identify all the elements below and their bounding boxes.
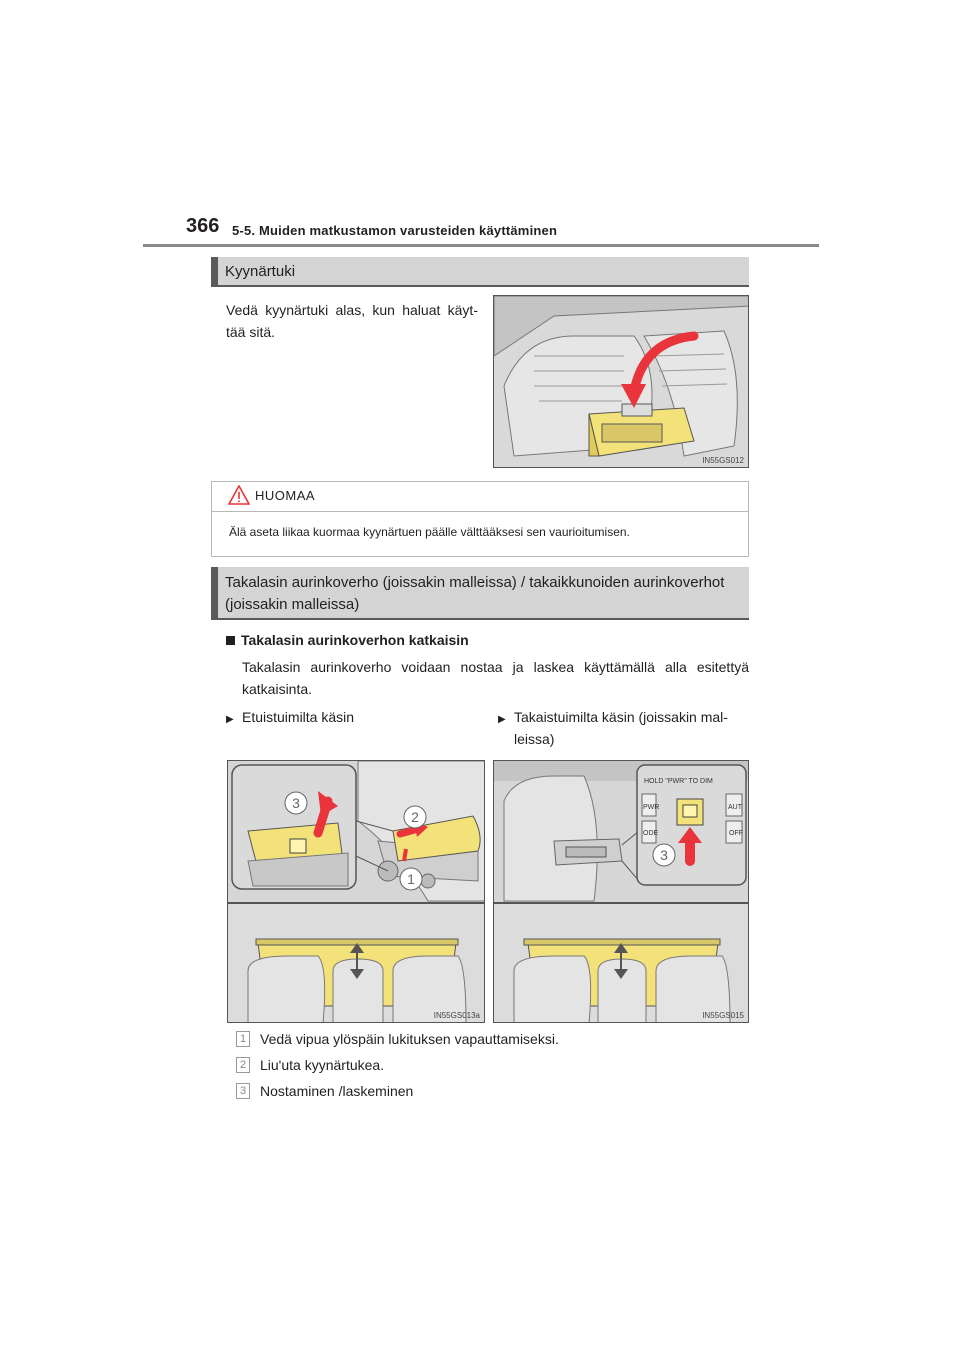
svg-text:3: 3 [660,847,668,863]
panel-label-aut: AUT [728,804,742,811]
rear-switch-illustration [493,760,749,1023]
step-number-box: 2 [236,1057,250,1073]
subheading-text: Takalasin aurinkoverhon katkaisin [241,632,469,648]
section-title-line1: Takalasin aurinkoverho (joissakin malleissa) / takaikkunoiden aurinkoverhot [225,574,725,591]
image-code: IN55GS012 [702,456,744,465]
armrest-illustration [493,295,749,468]
svg-text:1: 1 [407,871,415,887]
chapter-title: 5-5. Muiden matkustamon varusteiden käyttäminen [232,223,558,238]
col-right-text-1: Takaistuimilta käsin (joissakin mal- [514,709,728,725]
front-switch-illustration [227,760,485,1023]
image-code: IN55GS015 [702,1011,744,1020]
notice-label: HUOMAA [255,488,316,503]
subheading [226,629,469,651]
armrest-drawing [494,296,749,468]
col-left-text: Etuistuimilta käsin [242,709,355,725]
header-rule [143,244,819,247]
notice-header [212,482,748,512]
square-bullet-icon [226,636,235,645]
step-3-text: Nostaminen /laskeminen [260,1083,414,1099]
warning-icon [228,485,250,510]
svg-text:3: 3 [292,795,300,811]
section-title-line2: (joissakin malleissa) [225,596,360,613]
panel-label-hold: HOLD "PWR" TO DIM [644,778,713,785]
step-2-number [236,1057,256,1073]
svg-text:2: 2 [411,809,419,825]
heading-accent [211,567,218,620]
step-2-text: Liu'uta kyynärtukea. [260,1057,385,1073]
step-number-box: 1 [236,1031,250,1047]
panel-label-off: OFF [729,830,743,837]
col-right-text-2: leissa) [514,731,555,747]
step-1-text: Vedä vipua ylöspäin lukituksen vapauttamiseksi. [260,1031,559,1047]
panel-label-pwr: PWR [643,804,660,811]
section-heading-armrest [211,257,749,287]
section-heading-sunshade [211,567,749,620]
rear-switch-drawing [494,761,749,1023]
notice-text: Älä aseta liikaa kuormaa kyynärtuen päälle välttääksesi sen vaurioitumisen. [229,525,630,539]
col-label-front [226,706,354,731]
section-title: Kyynärtuki [225,263,296,280]
step-number-box: 3 [236,1083,250,1099]
panel-label-mode: ODE [643,830,659,837]
step-1-number [236,1031,256,1047]
armrest-instruction: Vedä kyynärtuki alas, kun haluat käyt- tää sitä. [226,302,478,340]
triangle-bullet-icon: ▶ [498,714,506,725]
triangle-bullet-icon: ▶ [226,714,234,725]
sunshade-instruction: Takalasin aurinkoverho voidaan nostaa ja laskea käyttämällä alla esitettyä katkaisinta. [242,659,749,697]
heading-accent [211,257,218,287]
front-switch-drawing [228,761,485,1023]
notice-box [211,481,749,557]
image-code: IN55GS013a [433,1011,480,1020]
page-number: 366 [186,215,220,237]
step-3-number [236,1083,256,1099]
